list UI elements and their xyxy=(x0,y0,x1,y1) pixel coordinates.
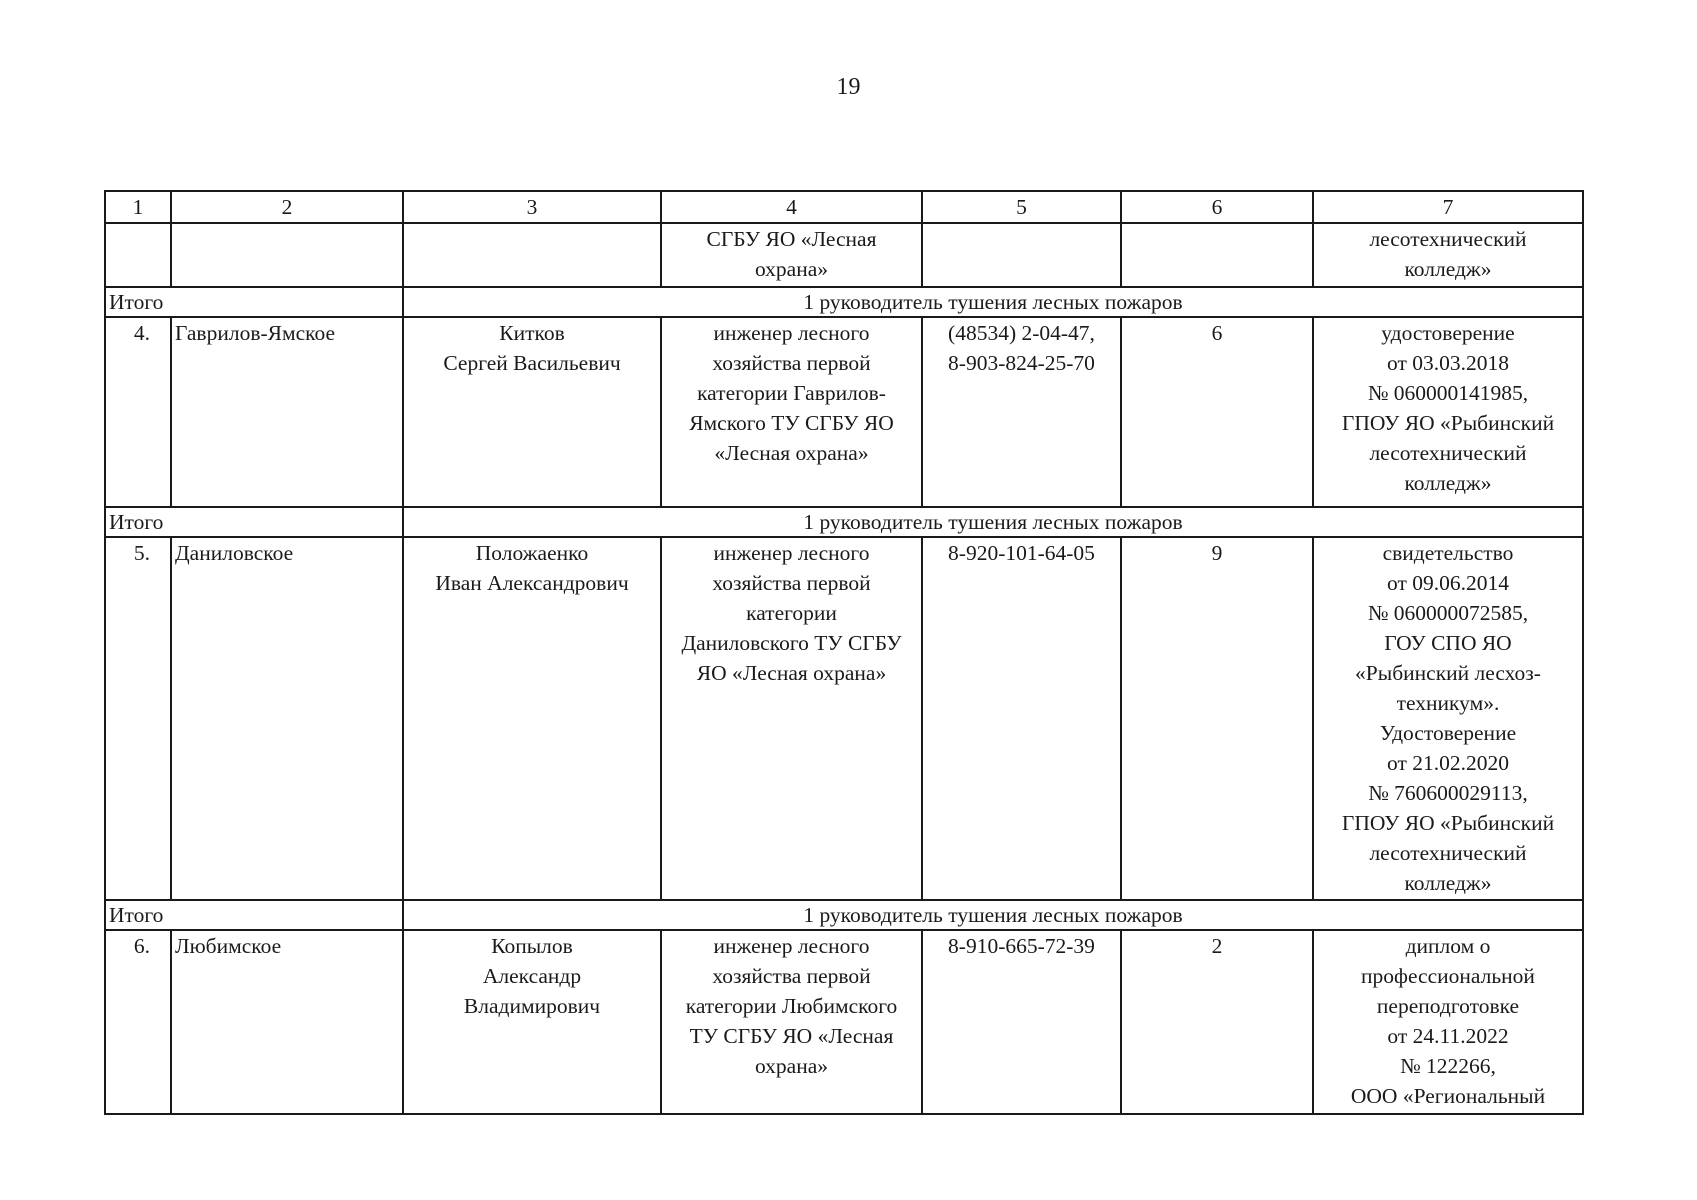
count-cell: 6 xyxy=(1121,317,1313,507)
document-cell: диплом о профессиональной переподготовке от 24.11.2022 № 122266, ООО «Региональный xyxy=(1313,930,1583,1114)
district-cell: Любимское xyxy=(171,930,403,1114)
total-label: Итого xyxy=(105,507,403,537)
column-number: 5 xyxy=(922,191,1121,223)
column-number-row xyxy=(105,191,1583,223)
total-row xyxy=(105,507,1583,537)
officials-table xyxy=(104,190,1584,1115)
column-number: 2 xyxy=(171,191,403,223)
total-row xyxy=(105,900,1583,930)
table-row xyxy=(105,317,1583,507)
position-cell: инженер лесного хозяйства первой категории Даниловского ТУ СГБУ ЯО «Лесная охрана» xyxy=(661,537,922,900)
district-cell xyxy=(171,223,403,287)
position-cell: инженер лесного хозяйства первой категории Любимского ТУ СГБУ ЯО «Лесная охрана» xyxy=(661,930,922,1114)
table-row xyxy=(105,537,1583,900)
total-label: Итого xyxy=(105,287,403,317)
column-number: 4 xyxy=(661,191,922,223)
row-number-cell: 6. xyxy=(105,930,171,1114)
column-number: 3 xyxy=(403,191,661,223)
continuation-row xyxy=(105,223,1583,287)
total-text: 1 руководитель тушения лесных пожаров xyxy=(403,287,1583,317)
column-number: 7 xyxy=(1313,191,1583,223)
row-number-cell: 4. xyxy=(105,317,171,507)
name-cell: Китков Сергей Васильевич xyxy=(403,317,661,507)
table-row xyxy=(105,930,1583,1114)
row-number-cell xyxy=(105,223,171,287)
name-cell: Копылов Александр Владимирович xyxy=(403,930,661,1114)
document-cell: удостоверение от 03.03.2018 № 060000141985, ГПОУ ЯО «Рыбинский лесотехнический колледж» xyxy=(1313,317,1583,507)
page-number: 19 xyxy=(836,74,861,100)
district-cell: Гаврилов-Ямское xyxy=(171,317,403,507)
name-cell xyxy=(403,223,661,287)
position-cell: СГБУ ЯО «Лесная охрана» xyxy=(661,223,922,287)
count-cell xyxy=(1121,223,1313,287)
total-row xyxy=(105,287,1583,317)
total-text: 1 руководитель тушения лесных пожаров xyxy=(403,507,1583,537)
column-number: 6 xyxy=(1121,191,1313,223)
total-text: 1 руководитель тушения лесных пожаров xyxy=(403,900,1583,930)
document-cell: лесотехнический колледж» xyxy=(1313,223,1583,287)
total-label: Итого xyxy=(105,900,403,930)
count-cell: 9 xyxy=(1121,537,1313,900)
position-cell: инженер лесного хозяйства первой категории Гаврилов- Ямского ТУ СГБУ ЯО «Лесная охрана» xyxy=(661,317,922,507)
district-cell: Даниловское xyxy=(171,537,403,900)
row-number-cell: 5. xyxy=(105,537,171,900)
count-cell: 2 xyxy=(1121,930,1313,1114)
name-cell: Положаенко Иван Александрович xyxy=(403,537,661,900)
document-cell: свидетельство от 09.06.2014 № 060000072585, ГОУ СПО ЯО «Рыбинский лесхоз- техникум». Удостоверение от 21.02.2020 № 760600029113, ГПОУ ЯО «Рыбинский лесотехнический колледж» xyxy=(1313,537,1583,900)
phone-cell: 8-910-665-72-39 xyxy=(922,930,1121,1114)
phone-cell xyxy=(922,223,1121,287)
phone-cell: 8-920-101-64-05 xyxy=(922,537,1121,900)
phone-cell: (48534) 2-04-47, 8-903-824-25-70 xyxy=(922,317,1121,507)
column-number: 1 xyxy=(105,191,171,223)
